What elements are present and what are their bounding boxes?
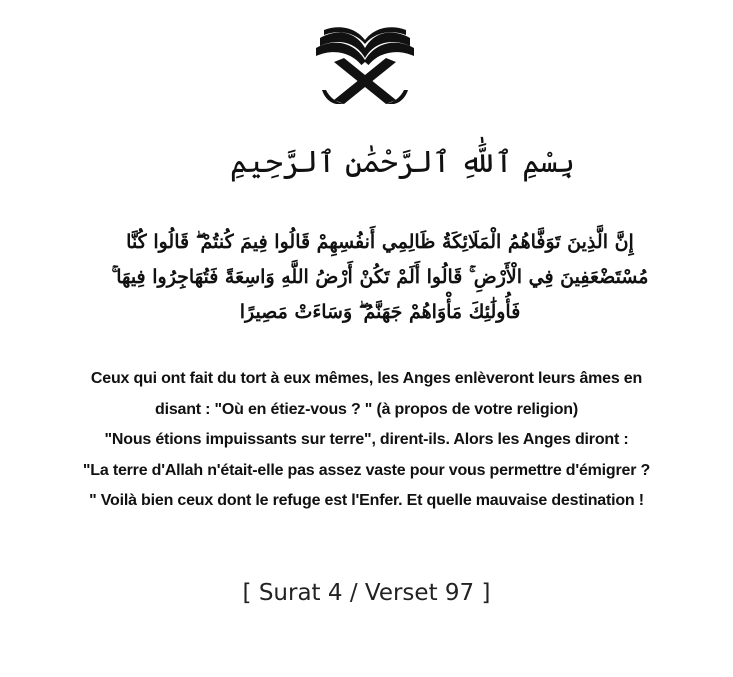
translation-line: disant : "Où en étiez-vous ? " (à propos de votre religion) [155,400,578,418]
verse-arabic-text [90,225,670,330]
bismillah-calligraphy: بِسْمِ ٱللَّٰهِ ٱلرَّحْمَٰنِ ٱلرَّحِيمِ [230,145,576,180]
arabic-line: إِنَّ الَّذِينَ تَوَفَّاهُمُ الْمَلَائِكَةُ ظَالِمِي أَنفُسِهِمْ قَالُوا فِيمَ كُنتُمْ ۖ قَالُوا كُنَّا [126,231,634,253]
verse-translation [40,364,693,517]
verse-reference: [ Surat 4 / Verset 97 ] [242,580,491,606]
open-quran-book-icon [312,24,418,106]
translation-line: Ceux qui ont fait du tort à eux mêmes, les Anges enlèveront leurs âmes en [90,370,643,387]
translation-line: "La terre d'Allah n'était-elle pas assez vaste pour vous permettre d'émigrer ? [82,461,651,479]
arabic-line: فَأُولَٰئِكَ مَأْوَاهُمْ جَهَنَّمُ ۖ وَسَاءَتْ مَصِيرًا [239,301,521,323]
translation-line: " Voilà bien ceux dont le refuge est l'Enfer. Et quelle mauvaise destination ! [89,492,644,509]
arabic-line: مُسْتَضْعَفِينَ فِي الْأَرْضِ ۚ قَالُوا أَلَمْ تَكُنْ أَرْضُ اللَّهِ وَاسِعَةً فَتُهَاجِرُوا فِيهَا ۚ [111,266,649,288]
translation-line: "Nous étions impuissants sur terre", dirent-ils. Alors les Anges diront : [104,431,629,448]
